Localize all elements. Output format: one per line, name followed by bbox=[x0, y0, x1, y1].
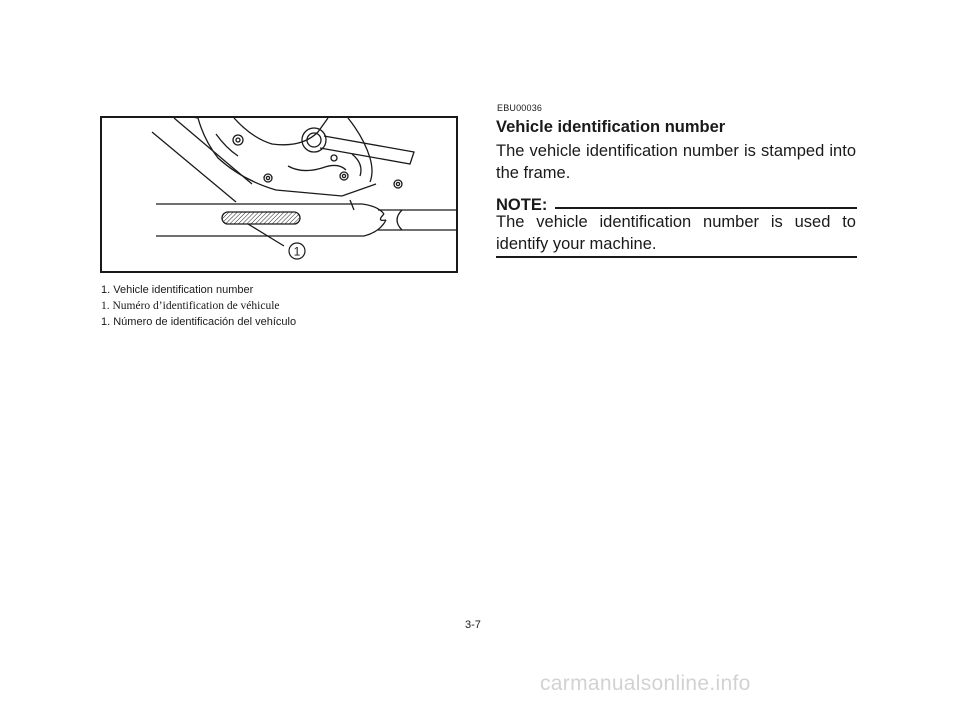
note-text: The vehicle identification number is used to identify your machine. bbox=[496, 213, 856, 253]
page-number: 3-7 bbox=[465, 619, 481, 631]
vin-stamp-area bbox=[222, 212, 300, 224]
caption-spanish: 1. Número de identificación del vehículo bbox=[101, 316, 297, 328]
caption-english: 1. Vehicle identification number bbox=[101, 284, 254, 296]
caption-french: 1. Numéro d’identification de véhicule bbox=[101, 300, 280, 312]
note-end-rule bbox=[496, 256, 857, 258]
frame-drawing bbox=[102, 118, 456, 271]
callout-number: 1 bbox=[293, 244, 301, 259]
watermark: carmanualsonline.info bbox=[540, 672, 751, 695]
vin-location-illustration bbox=[100, 116, 458, 273]
section-code: EBU00036 bbox=[497, 103, 543, 113]
body-paragraph: The vehicle identification number is stamped into the frame. bbox=[496, 142, 856, 182]
note-label: NOTE: bbox=[496, 196, 548, 214]
section-heading: Vehicle identification number bbox=[496, 118, 726, 136]
note-rule bbox=[555, 207, 857, 209]
figure-captions bbox=[101, 282, 296, 330]
